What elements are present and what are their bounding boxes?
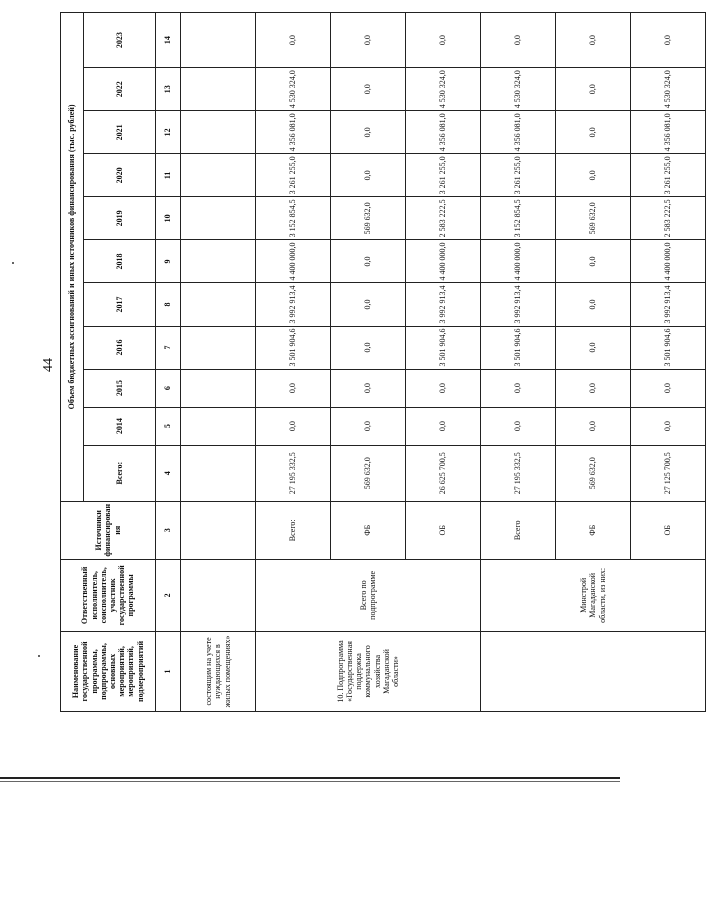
row-value: 0,0 xyxy=(331,326,406,369)
row-value: 0,0 xyxy=(331,369,406,407)
row-value: 0,0 xyxy=(256,13,331,68)
row-total xyxy=(181,445,256,501)
row-value xyxy=(181,240,256,283)
row-value: 0,0 xyxy=(631,407,706,445)
row-value: 3 261 255,0 xyxy=(406,154,481,197)
row-value: 4 530 324,0 xyxy=(406,68,481,111)
row-program-name: 10. Подпрограмма «Государственная поддержка коммунального хозяйства Магаданской области» xyxy=(256,631,481,711)
row-value: 2 583 222,5 xyxy=(406,197,481,240)
row-value: 0,0 xyxy=(331,240,406,283)
header-year: 2018 xyxy=(84,240,156,283)
header-executor: Ответственный исполнитель, соисполнитель, участник государственной программы xyxy=(61,559,156,631)
column-index: 13 xyxy=(156,68,181,111)
row-source: ФБ xyxy=(556,501,631,559)
row-value: 3 261 255,0 xyxy=(256,154,331,197)
row-value: 0,0 xyxy=(481,407,556,445)
row-source: Всего xyxy=(481,501,556,559)
row-value xyxy=(181,369,256,407)
row-total: 27 195 332,5 xyxy=(481,445,556,501)
row-value: 4 400 000,0 xyxy=(631,240,706,283)
row-value: 0,0 xyxy=(406,13,481,68)
row-value: 3 501 904,6 xyxy=(256,326,331,369)
row-value: 0,0 xyxy=(256,407,331,445)
row-value: 3 501 904,6 xyxy=(631,326,706,369)
row-program-name xyxy=(481,631,706,711)
row-value: 569 632,0 xyxy=(331,197,406,240)
index-row xyxy=(156,13,181,712)
row-value: 4 530 324,0 xyxy=(256,68,331,111)
column-index: 3 xyxy=(156,501,181,559)
header-total: Всего: xyxy=(84,445,156,501)
header-year: 2014 xyxy=(84,407,156,445)
header-year: 2023 xyxy=(84,13,156,68)
row-source: ФБ xyxy=(331,501,406,559)
column-index: 12 xyxy=(156,111,181,154)
row-value xyxy=(181,13,256,68)
scan-speck xyxy=(38,655,40,657)
row-value: 0,0 xyxy=(406,407,481,445)
header-year: 2019 xyxy=(84,197,156,240)
page-number: 44 xyxy=(41,358,56,372)
row-value: 569 632,0 xyxy=(556,197,631,240)
row-program-name: состоящим на учете нуждающихся в жилых помещениях» xyxy=(181,631,256,711)
funding-table xyxy=(60,12,706,712)
row-value: 4 356 081,0 xyxy=(406,111,481,154)
rotated-table-wrapper xyxy=(60,12,673,712)
row-value: 3 992 913,4 xyxy=(481,283,556,326)
row-value xyxy=(181,197,256,240)
header-program-name: Наименование государственной программы, подпрограммы, основных мероприятий, мероприятий, подмероприятий xyxy=(61,631,156,711)
row-value: 0,0 xyxy=(331,407,406,445)
row-value: 3 261 255,0 xyxy=(631,154,706,197)
column-index: 4 xyxy=(156,445,181,501)
row-total: 26 625 700,5 xyxy=(406,445,481,501)
row-value: 0,0 xyxy=(556,326,631,369)
table-row xyxy=(181,13,256,712)
column-index: 6 xyxy=(156,369,181,407)
row-value: 4 356 081,0 xyxy=(256,111,331,154)
row-value: 0,0 xyxy=(556,369,631,407)
row-value: 0,0 xyxy=(556,407,631,445)
row-value: 0,0 xyxy=(331,68,406,111)
header-year: 2020 xyxy=(84,154,156,197)
row-value: 0,0 xyxy=(331,111,406,154)
row-value: 0,0 xyxy=(481,369,556,407)
row-executor xyxy=(181,559,256,631)
column-index: 10 xyxy=(156,197,181,240)
row-value: 0,0 xyxy=(556,154,631,197)
row-value: 4 530 324,0 xyxy=(631,68,706,111)
column-index: 7 xyxy=(156,326,181,369)
row-value xyxy=(181,326,256,369)
row-value: 0,0 xyxy=(256,369,331,407)
table-row xyxy=(256,13,331,712)
row-value: 0,0 xyxy=(331,13,406,68)
row-value: 0,0 xyxy=(331,283,406,326)
row-value: 4 400 000,0 xyxy=(406,240,481,283)
row-value: 3 152 854,5 xyxy=(256,197,331,240)
row-value: 0,0 xyxy=(556,283,631,326)
row-total: 569 632,0 xyxy=(331,445,406,501)
row-source: Всего: xyxy=(256,501,331,559)
row-value: 3 992 913,4 xyxy=(406,283,481,326)
row-source xyxy=(181,501,256,559)
row-value: 0,0 xyxy=(481,13,556,68)
row-value xyxy=(181,283,256,326)
row-value xyxy=(181,154,256,197)
row-value: 0,0 xyxy=(556,13,631,68)
row-value xyxy=(181,111,256,154)
table-row xyxy=(481,13,556,712)
row-executor: Минстрой Магаданской области, из них: xyxy=(481,559,706,631)
row-value: 0,0 xyxy=(331,154,406,197)
row-value: 4 356 081,0 xyxy=(631,111,706,154)
header-year: 2016 xyxy=(84,326,156,369)
row-total: 569 632,0 xyxy=(556,445,631,501)
header-funding-source: Источники финансирования xyxy=(61,501,156,559)
divider-line xyxy=(0,777,620,779)
header-year: 2015 xyxy=(84,369,156,407)
row-value: 3 992 913,4 xyxy=(256,283,331,326)
column-index: 1 xyxy=(156,631,181,711)
header-year: 2017 xyxy=(84,283,156,326)
header-year: 2021 xyxy=(84,111,156,154)
row-value: 0,0 xyxy=(631,13,706,68)
column-index: 11 xyxy=(156,154,181,197)
row-source: ОБ xyxy=(631,501,706,559)
row-value: 2 583 222,5 xyxy=(631,197,706,240)
row-value: 4 530 324,0 xyxy=(481,68,556,111)
row-source: ОБ xyxy=(406,501,481,559)
divider-line xyxy=(0,781,620,782)
row-value: 4 400 000,0 xyxy=(481,240,556,283)
row-value: 4 356 081,0 xyxy=(481,111,556,154)
row-total: 27 195 332,5 xyxy=(256,445,331,501)
column-index: 14 xyxy=(156,13,181,68)
row-value: 3 261 255,0 xyxy=(481,154,556,197)
header-funding-title: Объем бюджетных ассигнований и иных источников финансирования (тыс. рублей) xyxy=(61,13,84,502)
column-index: 8 xyxy=(156,283,181,326)
row-value: 0,0 xyxy=(631,369,706,407)
row-value: 3 501 904,6 xyxy=(406,326,481,369)
row-value: 3 152 854,5 xyxy=(481,197,556,240)
row-executor: Всего по подпрограмме xyxy=(256,559,481,631)
row-value: 0,0 xyxy=(556,240,631,283)
row-value: 0,0 xyxy=(556,111,631,154)
scan-speck xyxy=(12,262,14,264)
row-value xyxy=(181,68,256,111)
column-index: 2 xyxy=(156,559,181,631)
column-index: 5 xyxy=(156,407,181,445)
row-value: 3 501 904,6 xyxy=(481,326,556,369)
row-value: 0,0 xyxy=(406,369,481,407)
column-index: 9 xyxy=(156,240,181,283)
row-value: 0,0 xyxy=(556,68,631,111)
row-value xyxy=(181,407,256,445)
row-value: 3 992 913,4 xyxy=(631,283,706,326)
row-value: 4 400 000,0 xyxy=(256,240,331,283)
header-year: 2022 xyxy=(84,68,156,111)
row-total: 27 125 700,5 xyxy=(631,445,706,501)
header-row xyxy=(61,13,84,712)
